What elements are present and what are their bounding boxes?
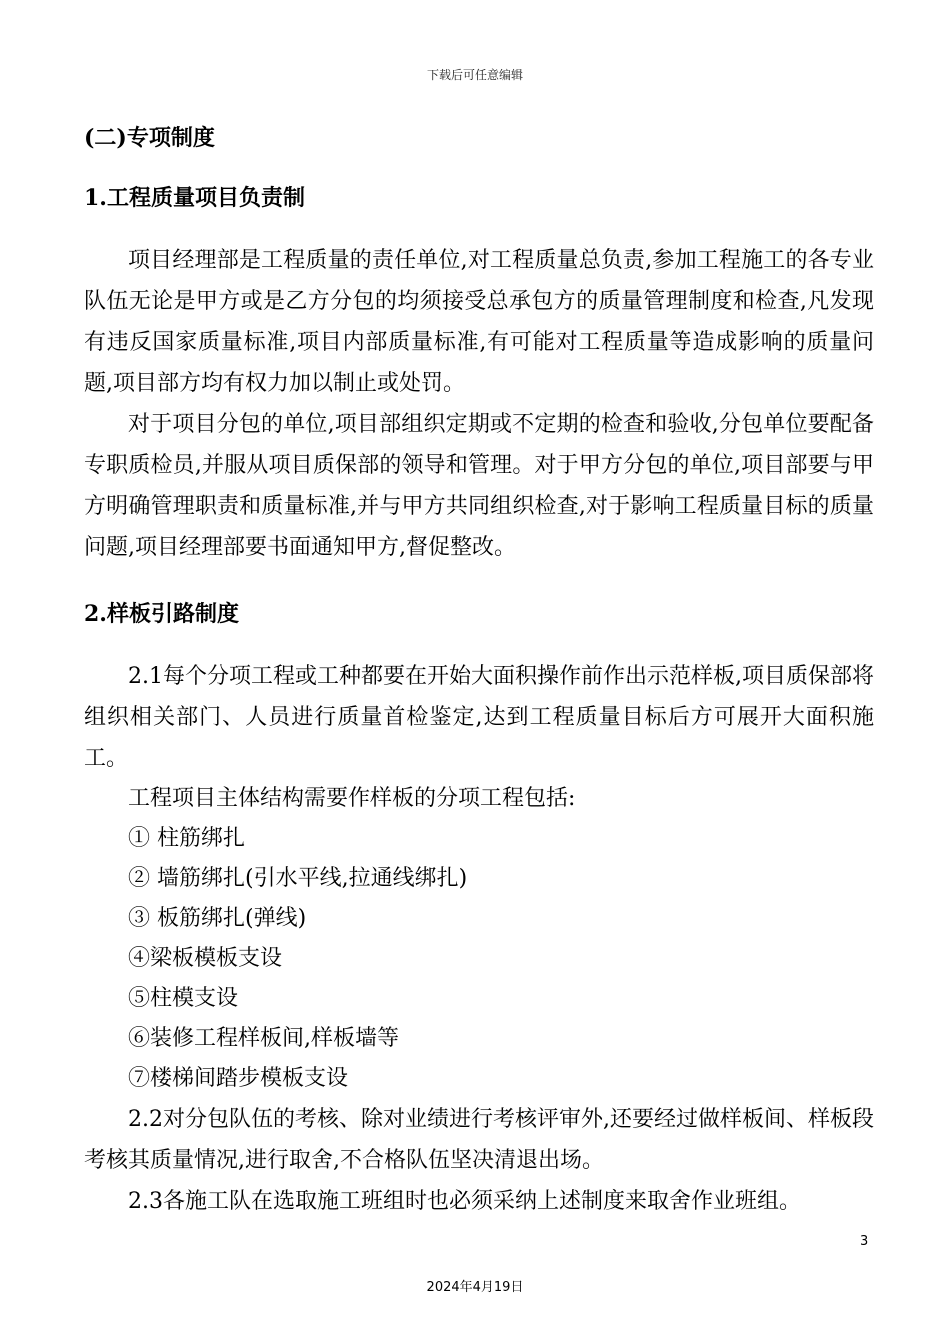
list-item: ⑤柱模支设 — [128, 986, 239, 1011]
subsection-1-title: 1.工程质量项目负责制 — [84, 185, 305, 211]
list-item: ④梁板模板支设 — [128, 946, 283, 971]
subsection-1-paragraph-1: 项目经理部是工程质量的责任单位,对工程质量总负责,参加工程施工的各专业队伍无论是甲方或是乙方分包的均须接受总承包方的质量管理制度和检查,凡发现有违反国家质量标准,项目内部质量标准,有可能对工程质量等造成影响的质量问题,项目部方均有权力加以制止或处罚。 — [84, 248, 874, 396]
section-title: (二)专项制度 — [84, 125, 215, 151]
list-item: ⑥装修工程样板间,样板墙等 — [128, 1026, 399, 1051]
list-item: ① 柱筋绑扎 — [128, 826, 245, 851]
footer-date: 2024年4月19日 — [426, 1280, 524, 1295]
page-header: 下载后可任意编辑 — [426, 68, 523, 82]
document-body — [84, 118, 874, 1222]
list-item: ③ 板筋绑扎(弹线) — [128, 906, 307, 931]
subsection-2-paragraph-2: 2.2对分包队伍的考核、除对业绩进行考核评审外,还要经过做样板间、样板段考核其质量情况,进行取舍,不合格队伍坚决清退出场。 — [84, 1107, 874, 1173]
list-intro: 工程项目主体结构需要作样板的分项工程包括: — [128, 786, 576, 811]
subsection-2-paragraph-1: 2.1每个分项工程或工种都要在开始大面积操作前作出示范样板,项目质保部将组织相关部门、人员进行质量首检鉴定,达到工程质量目标后方可展开大面积施工。 — [84, 664, 874, 771]
list-item: ⑦楼梯间踏步模板支设 — [128, 1066, 349, 1091]
list-item: ② 墙筋绑扎(引水平线,拉通线绑扎) — [128, 866, 468, 891]
page-number: 3 — [860, 1234, 869, 1249]
subsection-1-paragraph-2: 对于项目分包的单位,项目部组织定期或不定期的检查和验收,分包单位要配备专职质检员,并服从项目质保部的领导和管理。对于甲方分包的单位,项目部要与甲方明确管理职责和质量标准,并与甲方共同组织检查,对于影响工程质量目标的质量问题,项目经理部要书面通知甲方,督促整改。 — [84, 412, 874, 560]
subsection-2-title: 2.样板引路制度 — [84, 601, 239, 627]
subsection-2-paragraph-3: 2.3各施工队在选取施工班组时也必须采纳上述制度来取舍作业班组。 — [128, 1189, 801, 1214]
